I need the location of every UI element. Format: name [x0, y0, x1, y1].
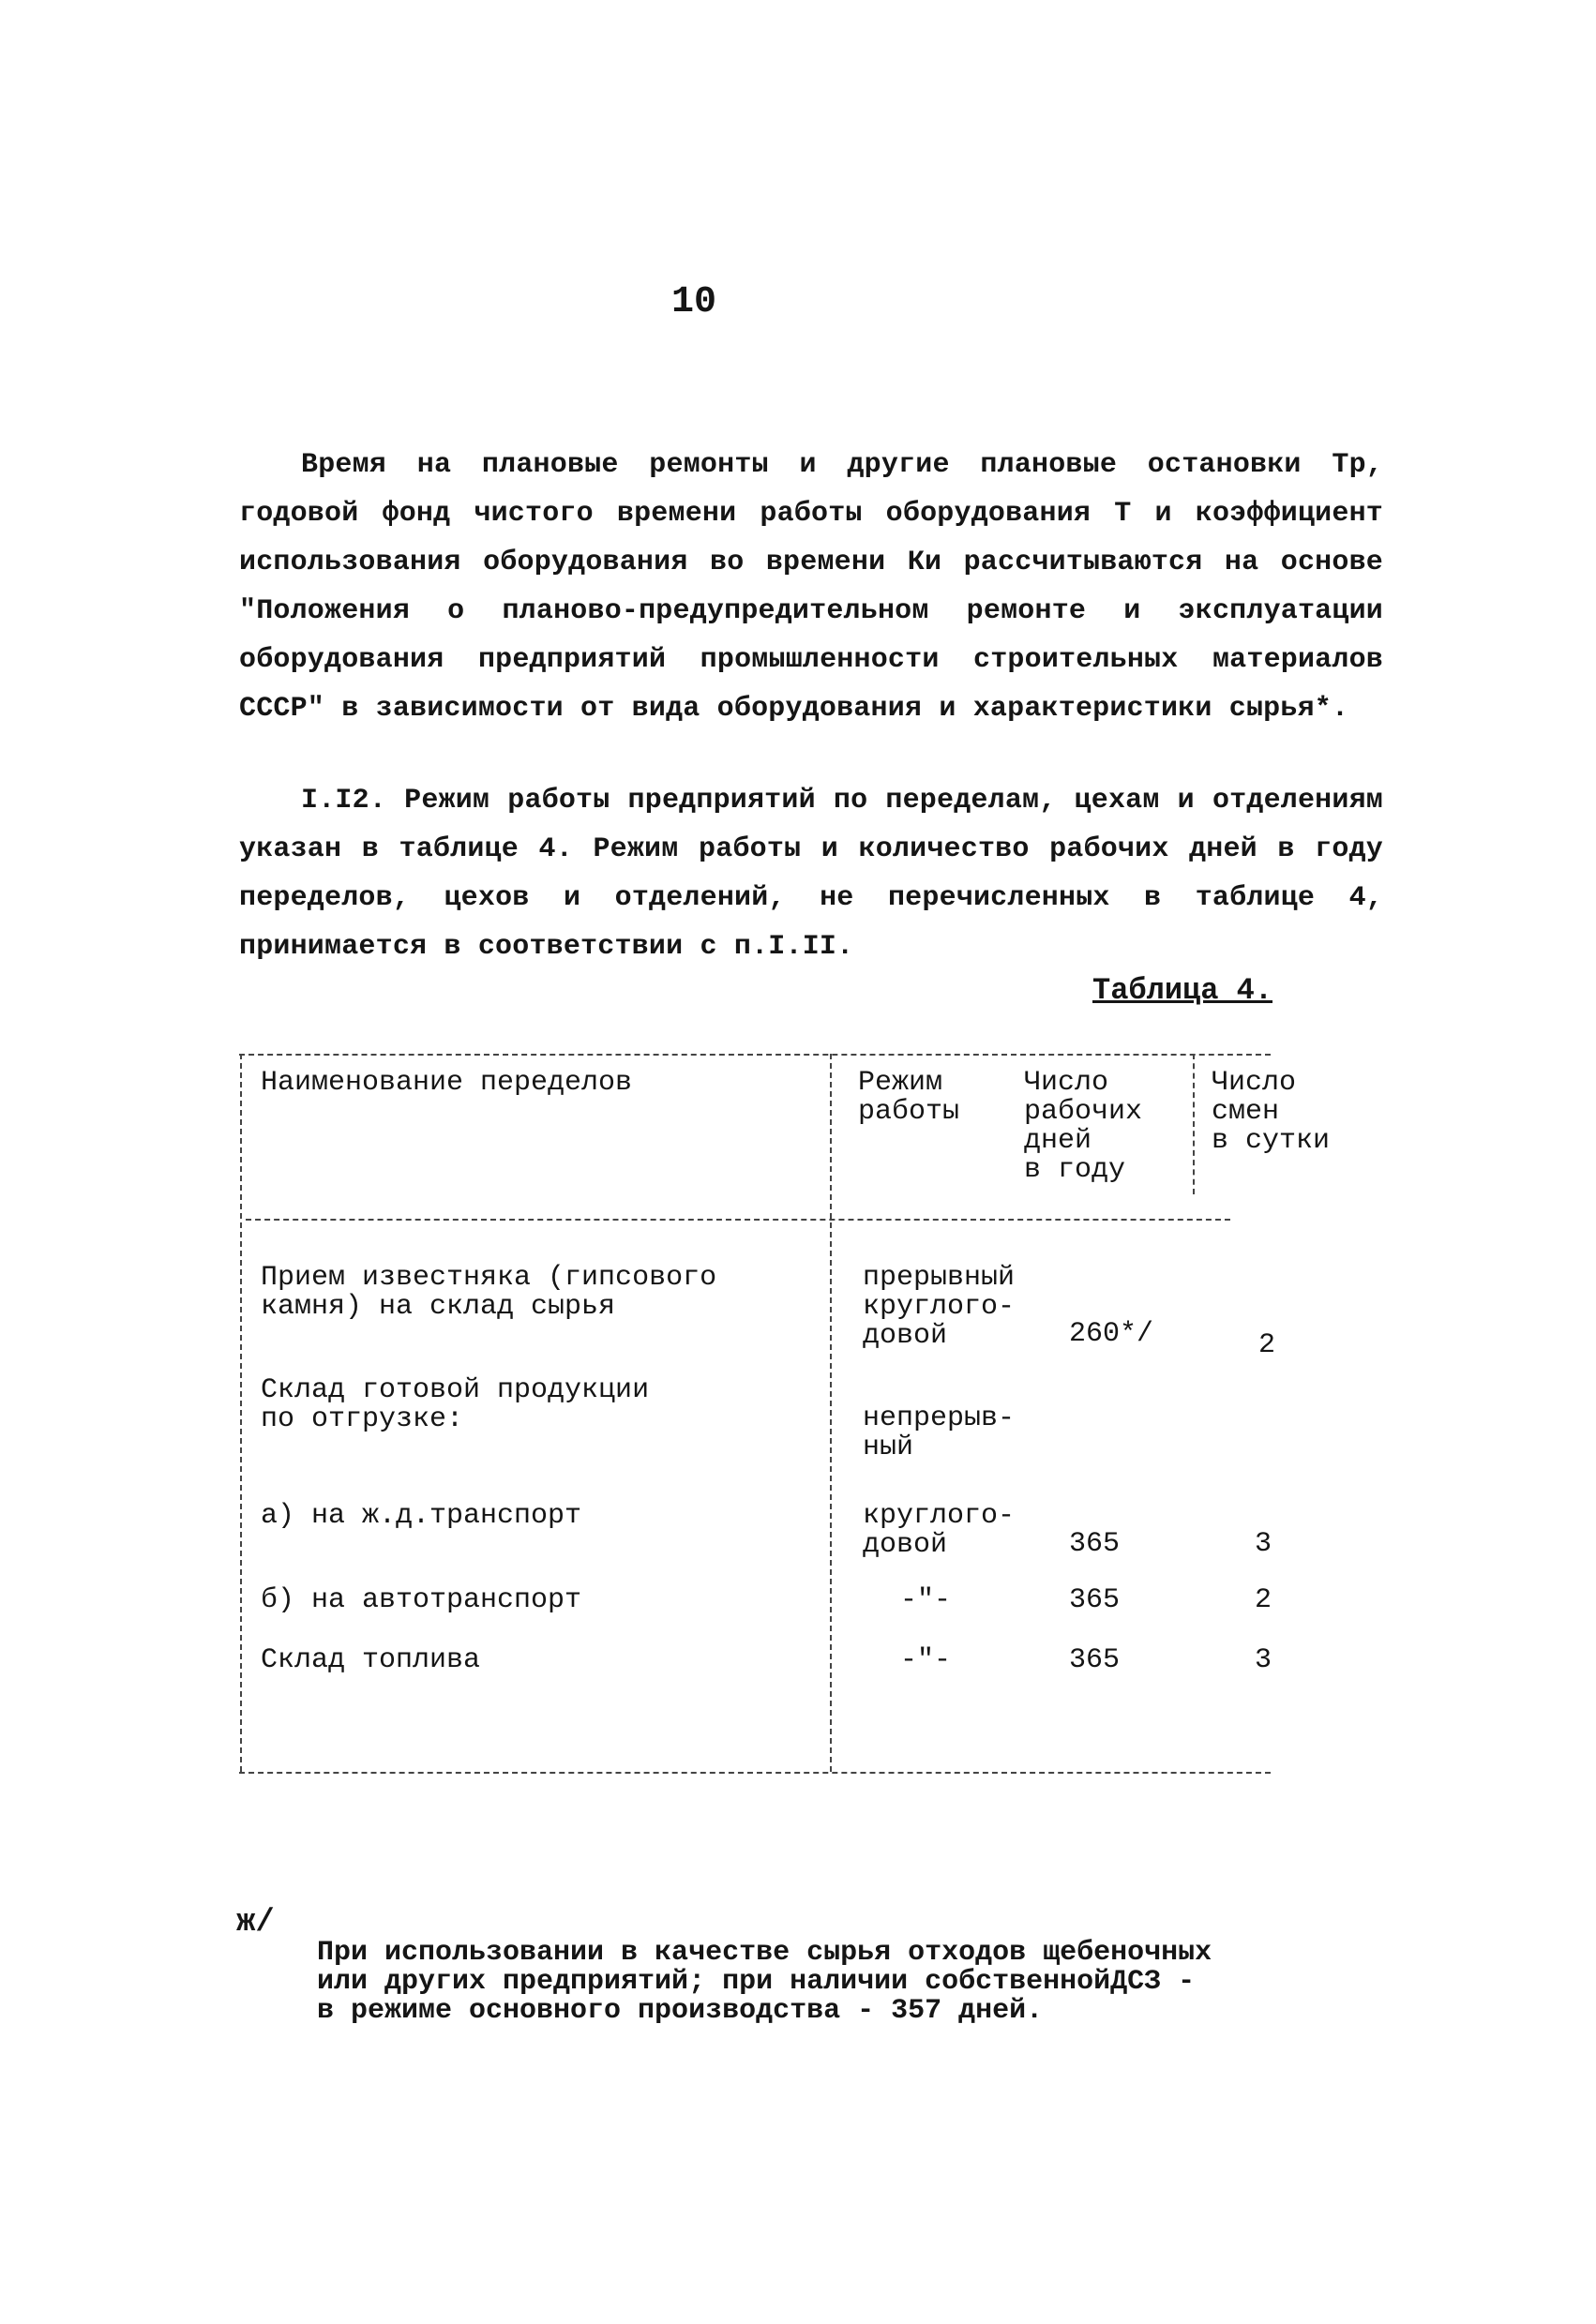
- header-days: Число рабочих дней в году: [1024, 1067, 1143, 1186]
- table-row-shifts: 2: [1258, 1329, 1276, 1361]
- table-row-shifts: 2: [1255, 1584, 1272, 1616]
- table-left-rule: [240, 1054, 242, 1772]
- table-row-name: Прием известняка (гипсового камня) на склад сырья: [261, 1262, 717, 1323]
- table-row-days: 365: [1069, 1584, 1121, 1616]
- header-name: Наименование переделов: [261, 1067, 633, 1099]
- table-row-mode: -"-: [900, 1584, 952, 1616]
- table-col-rule-1: [830, 1054, 832, 1772]
- header-shifts: Число смен в сутки: [1212, 1067, 1331, 1157]
- table-row-days: 260*/: [1069, 1318, 1154, 1350]
- table-row-mode: круглого- довой: [863, 1500, 1016, 1561]
- footnote-mark: ж/: [236, 1905, 275, 1941]
- header-mode: Режим работы: [858, 1067, 960, 1128]
- table-row-name: б) на автотранспорт: [261, 1584, 582, 1616]
- table-row-mode: непрерыв- ный: [863, 1402, 1016, 1463]
- table-caption: Таблица 4.: [1092, 973, 1273, 1008]
- page-number: 10: [670, 281, 716, 323]
- footnote-text: При использовании в качестве сырья отходов щебеночных или других предприятий; при наличии собственнойДСЗ - в режиме основного производства - 357 дней.: [317, 1937, 1212, 2027]
- paragraph-work-mode: I.I2. Режим работы предприятий по переделам, цехам и отделениям указан в таблице 4. Режим работы и количество рабочих дней в году переделов, цехов и отделений, не перечисленных в таблице 4, принимается в соответствии с п.I.II.: [239, 785, 1383, 963]
- paragraph-equipment-time: Время на плановые ремонты и другие плановые остановки Тр, годовой фонд чистого времени работы оборудования Т и коэффициент использования оборудования во времени Ки рассчитываются на основе "Положения о планово-предупредительном ремонте и эксплуатации оборудования предприятий промышленности строительных материалов СССР" в зависимости от вида оборудования и характеристики сырья*.: [239, 449, 1383, 725]
- table-row-days: 365: [1069, 1644, 1121, 1676]
- table-bottom-rule: [239, 1772, 1271, 1774]
- table-row-name: Склад готовой продукции по отгрузке:: [261, 1374, 650, 1435]
- table-row-name: Склад топлива: [261, 1644, 481, 1676]
- table-row-days: 365: [1069, 1528, 1121, 1560]
- table-row-name: а) на ж.д.транспорт: [261, 1500, 582, 1532]
- table-row-shifts: 3: [1255, 1644, 1272, 1676]
- table-row-mode: -"-: [900, 1644, 952, 1676]
- table-row-mode: прерывный круглогo- довой: [863, 1262, 1016, 1352]
- table-col-rule-2: [1193, 1054, 1195, 1194]
- table-row-shifts: 3: [1255, 1528, 1272, 1560]
- table-header-rule: [246, 1219, 1230, 1221]
- table-top-rule: [239, 1054, 1271, 1056]
